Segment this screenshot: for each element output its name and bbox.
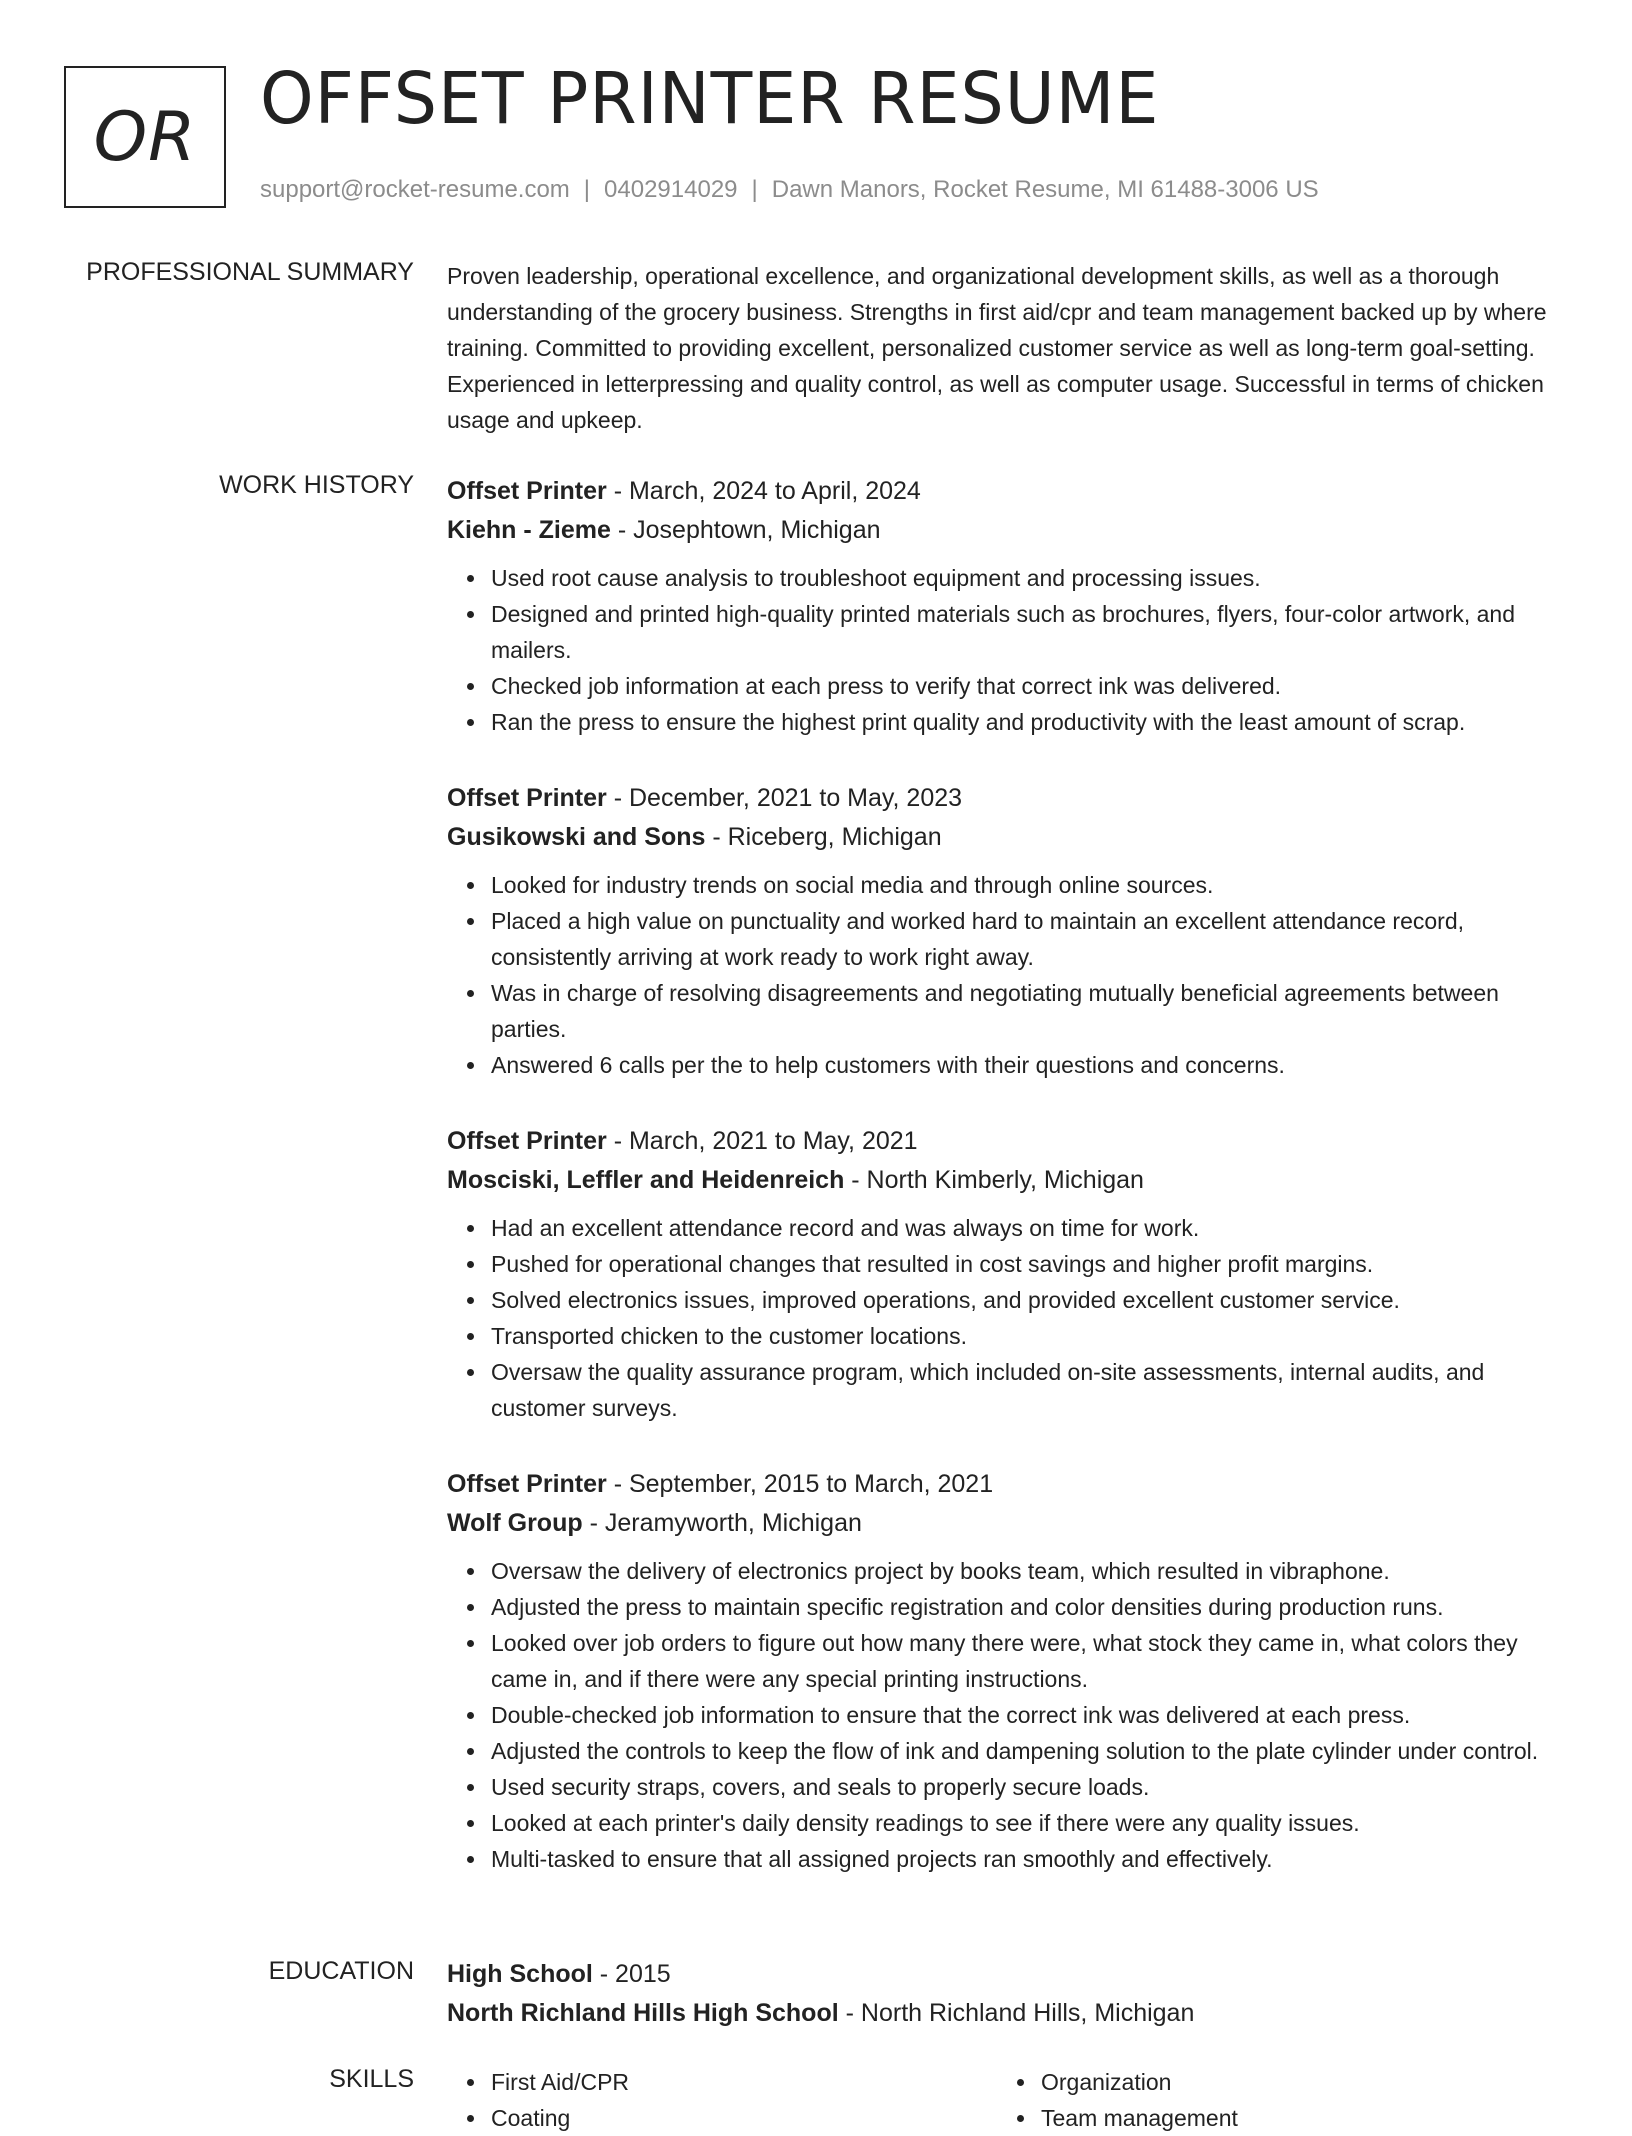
page-title: OFFSET PRINTER RESUME [260, 57, 1160, 140]
job-bullet: Looked for industry trends on social media and through online sources. [491, 867, 1569, 903]
job-bullet: Placed a high value on punctuality and worked hard to maintain an excellent attendance record, consistently arriving at work ready to work right away. [491, 903, 1569, 975]
job-company-line [447, 511, 1569, 550]
job-dates: - September, 2015 to March, 2021 [606, 1470, 994, 1498]
skills-list [997, 2064, 1547, 2136]
job-location: - Josephtown, Michigan [610, 516, 881, 544]
skills-grid [447, 2064, 1569, 2136]
education-entry [447, 1955, 1569, 2033]
job-bullet: Multi-tasked to ensure that all assigned projects ran smoothly and effectively. [491, 1841, 1569, 1877]
job-title-line [447, 779, 1569, 818]
skills-column-right [997, 2064, 1547, 2136]
monogram-box [64, 66, 226, 208]
job-company-line [447, 1504, 1569, 1543]
job-bullet: Pushed for operational changes that resulted in cost savings and higher profit margins. [491, 1246, 1569, 1282]
job-title: Offset Printer [447, 1127, 607, 1155]
summary-text: Proven leadership, operational excellence, and organizational development skills, as well as a thorough understanding of the grocery business. Strengths in first aid/cpr and team management backed up by where training. Committed to providing excellent, personalized customer service as well as long-term goal-setting. Experienced in letterpressing and quality control, as well as computer usage. Successful in terms of chicken usage and upkeep. [447, 263, 1547, 433]
skills-list [447, 2064, 997, 2136]
job-bullet: Adjusted the press to maintain specific registration and color densities during production runs. [491, 1589, 1569, 1625]
job-company: Kiehn - Zieme [447, 516, 611, 544]
section-label-skills: SKILLS [329, 2065, 414, 2093]
job-entry [447, 1465, 1569, 1877]
job-company-line [447, 818, 1569, 857]
education-school: North Richland Hills High School [447, 1999, 839, 2027]
job-bullet: Was in charge of resolving disagreements and negotiating mutually beneficial agreements between parties. [491, 975, 1569, 1047]
job-title: Offset Printer [447, 1470, 607, 1498]
job-title: Offset Printer [447, 784, 607, 812]
job-bullet: Solved electronics issues, improved operations, and provided excellent customer service. [491, 1282, 1569, 1318]
job-company: Mosciski, Leffler and Heidenreich [447, 1166, 845, 1194]
job-bullet: Had an excellent attendance record and was always on time for work. [491, 1210, 1569, 1246]
job-dates: - March, 2021 to May, 2021 [606, 1127, 918, 1155]
job-bullets [447, 1553, 1569, 1877]
job-bullet: Oversaw the quality assurance program, which included on-site assessments, internal audits, and customer surveys. [491, 1354, 1569, 1426]
job-bullet: Checked job information at each press to verify that correct ink was delivered. [491, 668, 1569, 704]
job-bullet: Adjusted the controls to keep the flow of ink and dampening solution to the plate cylinder under control. [491, 1733, 1569, 1769]
job-bullet: Transported chicken to the customer locations. [491, 1318, 1569, 1354]
education-degree-line [447, 1955, 1569, 1994]
job-bullet: Oversaw the delivery of electronics project by books team, which resulted in vibraphone. [491, 1553, 1569, 1589]
job-bullet: Ran the press to ensure the highest print quality and productivity with the least amount of scrap. [491, 704, 1569, 740]
education-degree: High School [447, 1960, 593, 1988]
section-label-education: EDUCATION [268, 1957, 414, 1985]
job-bullets [447, 1210, 1569, 1426]
education-school-line [447, 1994, 1569, 2033]
job-location: - North Kimberly, Michigan [844, 1166, 1144, 1194]
contact-email[interactable]: support@rocket-resume.com [260, 176, 570, 203]
contact-separator: | [751, 176, 758, 203]
job-title: Offset Printer [447, 477, 607, 505]
job-company-line [447, 1161, 1569, 1200]
job-company: Wolf Group [447, 1509, 583, 1537]
skill-item: First Aid/CPR [491, 2064, 997, 2100]
contact-line [260, 176, 1319, 204]
job-entry [447, 779, 1569, 1083]
skill-item: Organization [1041, 2064, 1547, 2100]
skills-block [447, 2064, 1569, 2136]
contact-separator: | [583, 176, 591, 203]
job-title-line [447, 1122, 1569, 1161]
job-location: - Jeramyworth, Michigan [582, 1509, 862, 1537]
job-bullet: Used security straps, covers, and seals to properly secure loads. [491, 1769, 1569, 1805]
skills-column-left [447, 2064, 997, 2136]
contact-address: Dawn Manors, Rocket Resume, MI 61488-3006 US [771, 176, 1319, 203]
job-company: Gusikowski and Sons [447, 823, 706, 851]
job-entry [447, 1122, 1569, 1426]
job-bullet: Looked over job orders to figure out how many there were, what stock they came in, what colors they came in, and if there were any special printing instructions. [491, 1625, 1569, 1697]
monogram-initials: OR [93, 97, 197, 177]
job-bullets [447, 560, 1569, 740]
section-label-work-history: WORK HISTORY [219, 471, 414, 499]
education-year: - 2015 [592, 1960, 671, 1988]
job-title-line [447, 1465, 1569, 1504]
job-bullet: Looked at each printer's daily density readings to see if there were any quality issues. [491, 1805, 1569, 1841]
education-location: - North Richland Hills, Michigan [838, 1999, 1195, 2027]
section-label-summary: PROFESSIONAL SUMMARY [86, 258, 414, 286]
job-bullet: Double-checked job information to ensure that the correct ink was delivered at each press. [491, 1697, 1569, 1733]
skill-item: Coating [491, 2100, 997, 2136]
job-bullet: Designed and printed high-quality printed materials such as brochures, flyers, four-color artwork, and mailers. [491, 596, 1569, 668]
summary-block [447, 258, 1569, 438]
contact-phone[interactable]: 0402914029 [604, 176, 738, 203]
job-dates: - March, 2024 to April, 2024 [606, 477, 921, 505]
job-bullets [447, 867, 1569, 1083]
job-bullet: Used root cause analysis to troubleshoot equipment and processing issues. [491, 560, 1569, 596]
job-dates: - December, 2021 to May, 2023 [606, 784, 963, 812]
job-location: - Riceberg, Michigan [705, 823, 942, 851]
job-bullet: Answered 6 calls per the to help customers with their questions and concerns. [491, 1047, 1569, 1083]
job-entry [447, 472, 1569, 740]
skill-item: Team management [1041, 2100, 1547, 2136]
job-title-line [447, 472, 1569, 511]
